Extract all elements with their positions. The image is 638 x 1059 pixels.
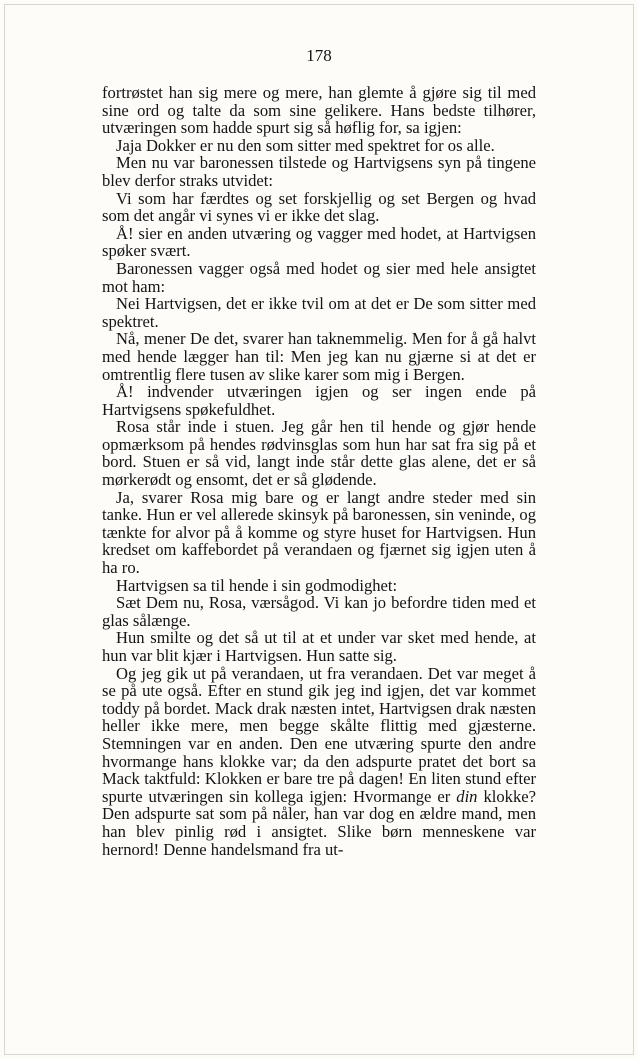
paragraph: Baronessen vagger også med hodet og sier med hele ansigtet mot ham:: [102, 258, 536, 296]
paragraph: Hun smilte og det så ut til at et under var sket med hende, at hun var blit kjær i Hartvigsen. Hun satte sig.: [102, 628, 536, 665]
paragraph: Sæt Dem nu, Rosa, værsågod. Vi kan jo befordre tiden med et glas sålænge.: [102, 593, 536, 630]
paragraph: Vi som har færdtes og set forskjellig og set Bergen og hvad som det angår vi synes vi er ikke det slag.: [102, 188, 536, 226]
text-run: Og jeg gik ut på verandaen, ut fra verandaen. Det var meget å se på ute også. Efter en stund gik jeg ind igjen, det var kommet toddy på bordet. Mack drak næsten intet, Hartvigsen drak næsten heller ikke mere, men begge skålte flittig med gjæsterne. Stemningen var en anden. Den ene utværing spurte den andre hvormange hans klokke var; da den adspurte pratet det bort sa Mack taktfuld: Klokken er bare tre på dagen! En liten stund efter spurte utværingen sin kollega igjen: Hvormange er: [102, 663, 536, 806]
text-run: klokke? Den adspurte sat som på nåler, han var dog en ældre mand, men han blev pinlig rød i ansigtet. Slike børn menneskene var hernord! Denne handelsmand fra ut-: [102, 786, 536, 859]
paragraph: Jaja Dokker er nu den som sitter med spektret for os alle.: [116, 135, 495, 155]
paragraph: [102, 665, 536, 859]
paragraph: Nå, mener De det, svarer han taknemmelig. Men for å gå halvt med hende lægger han til: Men jeg kan nu gjærne si at det er omtrentlig flere tusen av slike karer som mig i Bergen.: [102, 329, 536, 384]
paragraph: Ja, svarer Rosa mig bare og er langt andre steder med sin tanke. Hun er vel allerede skinsyk på baronessen, sin veninde, og tænkte for alvor på å komme og styre huset for Hartvigsen. Hun kredset om kaffebordet på verandaen og fjærnet sig igjen uten å ha ro.: [102, 487, 536, 578]
paragraph: Rosa står inde i stuen. Jeg går hen til hende og gjør hende opmærksom på hendes rødvinsglas som hun har sat fra sig på et bord. Stuen er så vid, langt inde står dette glas alene, det er så mørkerødt og ensomt, det er så glødende.: [102, 417, 536, 490]
emphasis-text: din: [456, 786, 478, 806]
paragraph: fortrøstet han sig mere og mere, han glemte å gjøre sig til med sine ord og talte da som sine gelikere. Hans bedste tilhører, utværingen som hadde spurt sig så høflig for, sa igjen:: [102, 83, 536, 138]
body-text: [102, 84, 536, 858]
paragraph: Men nu var baronessen tilstede og Hartvigsens syn på tingene blev derfor straks utvidet:: [102, 153, 536, 190]
page-number: 178: [306, 46, 332, 65]
paragraph: Å! sier en anden utværing og vagger med hodet, at Hartvigsen spøker svært.: [102, 223, 536, 261]
paragraph: Hartvigsen sa til hende i sin godmodighet:: [116, 575, 398, 595]
paragraph: Å! indvender utværingen igjen og ser ingen ende på Hartvigsens spøkefuldhet.: [102, 382, 536, 419]
paragraph: Nei Hartvigsen, det er ikke tvil om at det er De som sitter med spektret.: [102, 294, 536, 331]
